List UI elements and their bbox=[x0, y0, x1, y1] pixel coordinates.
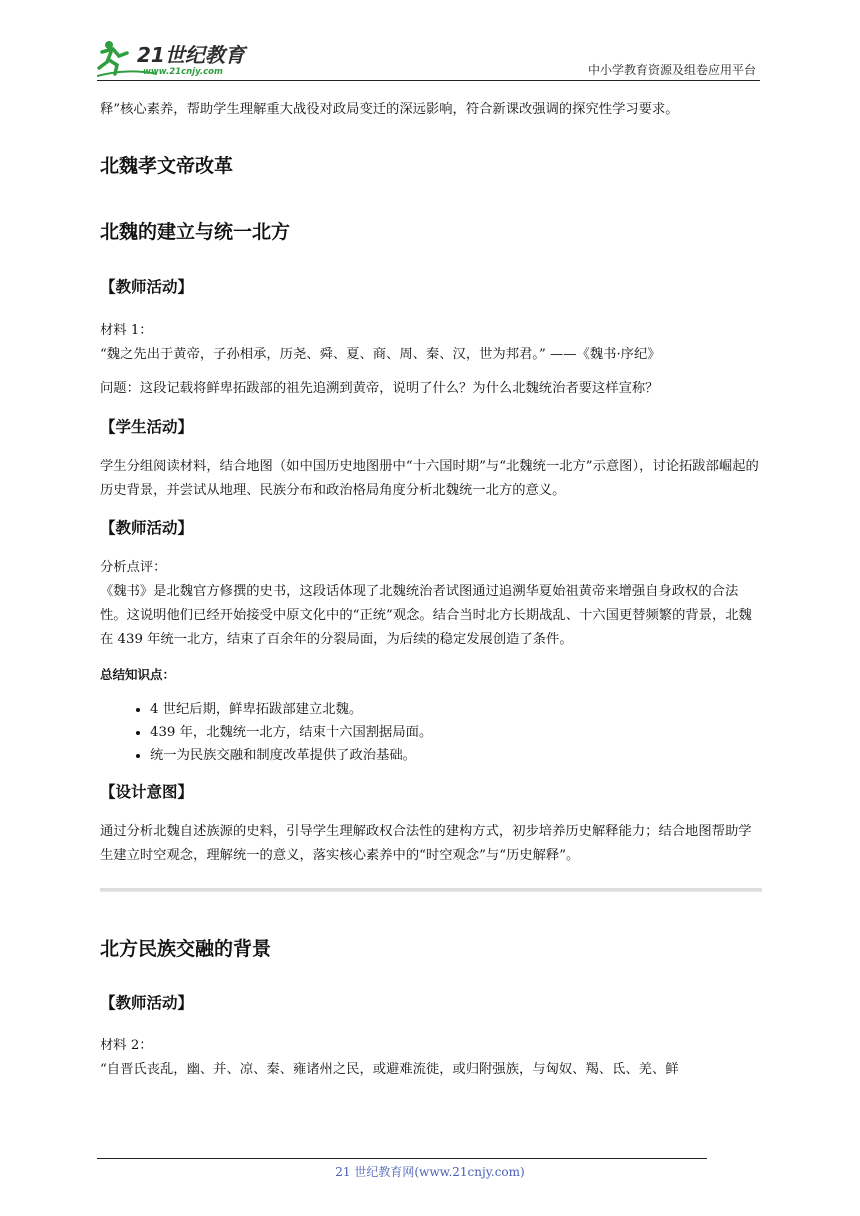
header-platform-text: 中小学教育资源及组卷应用平台 bbox=[587, 63, 756, 77]
material-1-quote: “魏之先出于黄帝，子孙相承，历尧、舜、夏、商、周、秦、汉，世为邦君。” ——《魏书·序纪》 bbox=[100, 347, 661, 362]
page-header bbox=[0, 0, 860, 90]
list-item: • 439 年，北魏统一北方，结束十六国割据局面。 bbox=[150, 721, 762, 744]
design-intent-heading: 【设计意图】 bbox=[100, 783, 194, 801]
footer-link[interactable]: 21 世纪教育网(www.21cnjy.com) bbox=[335, 1165, 525, 1179]
question-1: 问题：这段记载将鲜卑拓跋部的祖先追溯到黄帝，说明了什么？为什么北魏统治者要这样宣称？ bbox=[100, 381, 659, 396]
section-heading-founding: 北魏的建立与统一北方 bbox=[100, 221, 291, 243]
material-2-label: 材料 2： bbox=[100, 1038, 153, 1053]
section-heading-background: 北方民族交融的背景 bbox=[100, 938, 272, 960]
analysis-text: 《魏书》是北魏官方修撰的史书，这段话体现了北魏统治者试图通过追溯华夏始祖黄帝来增强自身政权的合法性。这说明他们已经开始接受中原文化中的“正统”观念。结合当时北方长期战乱、十六国更替频繁的背景，北魏在 439 年统一北方，结束了百余年的分裂局面，为后续的稳定发展创造了条件。 bbox=[100, 584, 752, 647]
teacher-activity-heading-2: 【教师活动】 bbox=[100, 519, 194, 537]
intro-paragraph: 释”核心素养，帮助学生理解重大战役对政局变迁的深远影响，符合新课改强调的探究性学习要求。 bbox=[100, 102, 679, 117]
student-activity-heading: 【学生活动】 bbox=[100, 418, 194, 436]
summary-list bbox=[100, 698, 762, 767]
teacher-activity-heading-3: 【教师活动】 bbox=[100, 994, 194, 1012]
material-2-quote: “自晋氏丧乱，幽、并、凉、秦、雍诸州之民，或避难流徙，或归附强族，与匈奴、羯、氐、羌、鲜 bbox=[100, 1062, 679, 1077]
list-item: • 统一为民族交融和制度改革提供了政治基础。 bbox=[150, 744, 762, 767]
material-1-label: 材料 1： bbox=[100, 323, 153, 338]
logo-url: www.21cnjy.com bbox=[143, 67, 223, 77]
logo bbox=[97, 38, 257, 78]
section-heading-reform: 北魏孝文帝改革 bbox=[100, 155, 234, 177]
list-item: • 4 世纪后期，鲜卑拓跋部建立北魏。 bbox=[150, 698, 762, 721]
student-activity-text: 学生分组阅读材料，结合地图（如中国历史地图册中“十六国时期”与“北魏统一北方”示意图），讨论拓跋部崛起的历史背景，并尝试从地理、民族分布和政治格局角度分析北魏统一北方的意义。 bbox=[100, 459, 759, 498]
logo-text: 21世纪教育 bbox=[137, 43, 245, 67]
summary-heading: 总结知识点： bbox=[100, 667, 176, 682]
teacher-activity-heading: 【教师活动】 bbox=[100, 278, 194, 296]
header-divider bbox=[97, 80, 760, 81]
document-body bbox=[100, 98, 762, 1082]
design-intent-text: 通过分析北魏自述族源的史料，引导学生理解政权合法性的建构方式，初步培养历史解释能力；结合地图帮助学生建立时空观念，理解统一的意义，落实核心素养中的“时空观念”与“历史解释”。 bbox=[100, 824, 752, 863]
footer-divider bbox=[97, 1158, 707, 1159]
analysis-label: 分析点评： bbox=[100, 560, 167, 575]
